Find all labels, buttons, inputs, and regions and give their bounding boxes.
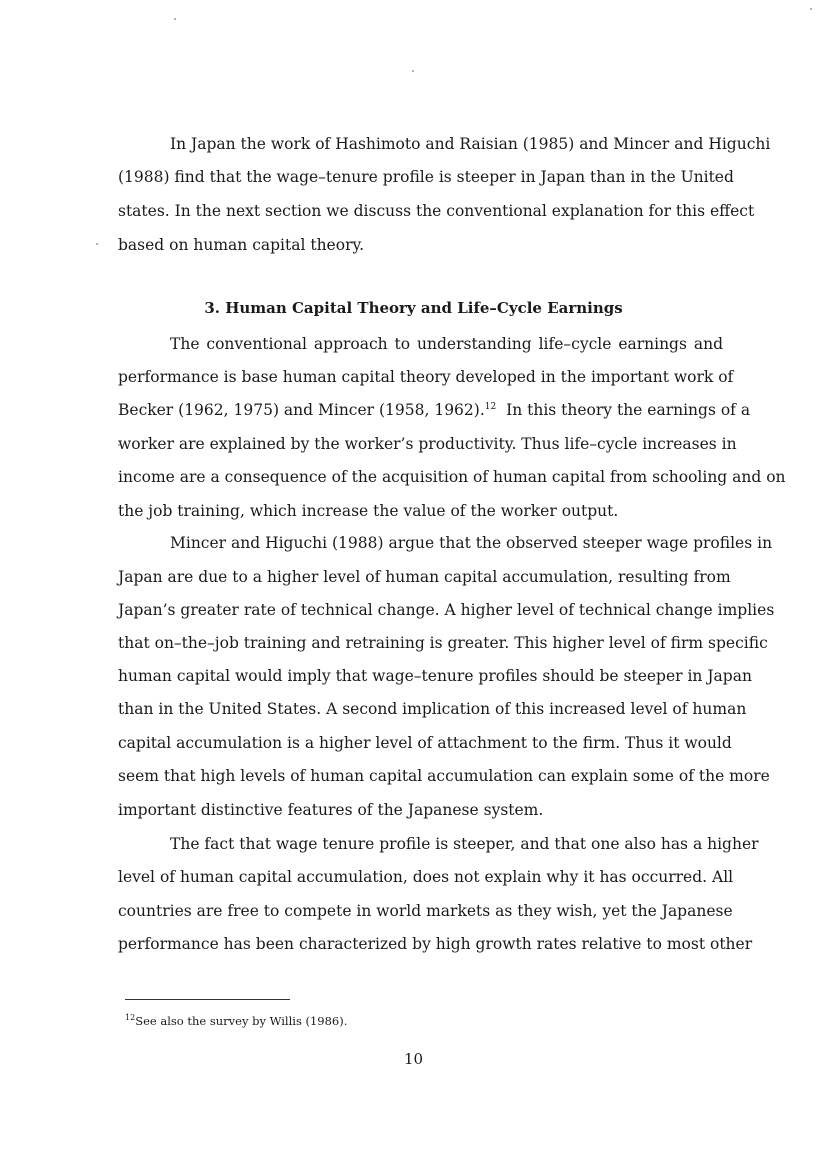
text-line: seem that high levels of human capital accumulation can explain some of the more bbox=[118, 767, 770, 785]
text-line: income are a consequence of the acquisition of human capital from schooling and on bbox=[118, 468, 786, 486]
footnote-text: See also the survey by Willis (1986). bbox=[135, 1014, 348, 1028]
text-segment: Becker (1962, 1975) and Mincer (1958, 1962). bbox=[118, 401, 485, 419]
text-line bbox=[118, 400, 751, 420]
text-line: states. In the next section we discuss the conventional explanation for this effect bbox=[118, 202, 755, 220]
text-line: human capital would imply that wage–tenure profiles should be steeper in Japan bbox=[118, 667, 752, 685]
text-line: In Japan the work of Hashimoto and Raisian (1985) and Mincer and Higuchi bbox=[170, 135, 771, 153]
text-line: than in the United States. A second implication of this increased level of human bbox=[118, 700, 747, 718]
footnote bbox=[125, 1013, 347, 1029]
text-line: The conventional approach to understanding life–cycle earnings and bbox=[170, 335, 723, 353]
scan-speck bbox=[174, 18, 176, 20]
text-line: (1988) find that the wage–tenure profile is steeper in Japan than in the United bbox=[118, 168, 734, 186]
text-line: worker are explained by the worker’s productivity. Thus life–cycle increases in bbox=[118, 435, 737, 453]
section-heading: 3. Human Capital Theory and Life–Cycle Earnings bbox=[204, 299, 623, 317]
text-line: countries are free to compete in world markets as they wish, yet the Japanese bbox=[118, 902, 733, 920]
text-line: performance is base human capital theory developed in the important work of bbox=[118, 368, 734, 386]
text-line: that on–the–job training and retraining is greater. This higher level of firm specific bbox=[118, 634, 768, 652]
footnote-rule bbox=[125, 999, 290, 1000]
scan-speck bbox=[412, 70, 414, 72]
text-line: the job training, which increase the value of the worker output. bbox=[118, 502, 619, 520]
text-line: Japan are due to a higher level of human capital accumulation, resulting from bbox=[118, 568, 731, 586]
text-line: based on human capital theory. bbox=[118, 236, 365, 254]
text-line: Mincer and Higuchi (1988) argue that the observed steeper wage profiles in bbox=[170, 534, 773, 552]
text-line: level of human capital accumulation, does not explain why it has occurred. All bbox=[118, 868, 734, 886]
text-segment: In this theory the earnings of a bbox=[506, 401, 751, 419]
footnote-ref: 12 bbox=[484, 401, 497, 412]
text-line: important distinctive features of the Japanese system. bbox=[118, 801, 544, 819]
page-number: 10 bbox=[403, 1050, 424, 1068]
text-line: capital accumulation is a higher level of attachment to the firm. Thus it would bbox=[118, 734, 732, 752]
text-line: The fact that wage tenure profile is steeper, and that one also has a higher bbox=[170, 835, 759, 853]
text-line: performance has been characterized by high growth rates relative to most other bbox=[118, 935, 753, 953]
footnote-mark: 12 bbox=[125, 1013, 136, 1023]
text-line: Japan’s greater rate of technical change. A higher level of technical change implies bbox=[118, 601, 775, 619]
scan-speck bbox=[96, 243, 98, 245]
scan-speck bbox=[810, 8, 812, 10]
